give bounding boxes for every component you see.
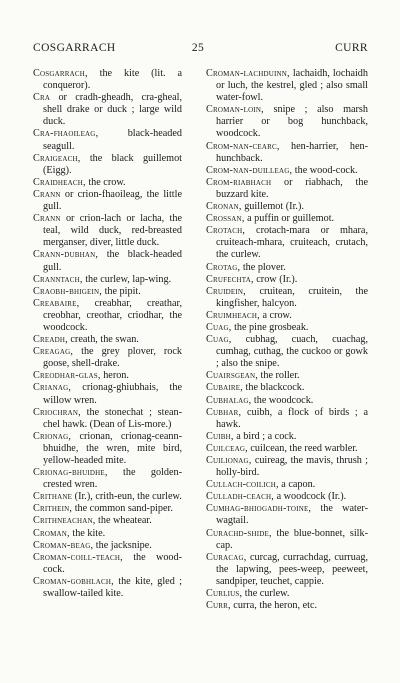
entry-headword: Crann-dubhan, xyxy=(33,249,99,261)
entry-headword: Creagag, xyxy=(33,346,74,358)
entry-headword: Crossan, xyxy=(206,213,245,225)
entry-headword: Craidheach, xyxy=(33,176,86,188)
entry-definition: the kite, gled ; swallow-tailed kite. xyxy=(43,575,182,600)
entry-definition: creath, the swan. xyxy=(67,334,139,346)
entry-headword: Culladh-ceach, xyxy=(206,491,275,503)
entry-headword: Crithane xyxy=(33,491,73,503)
dictionary-entry xyxy=(206,262,368,274)
header-last-word: CURR xyxy=(335,42,368,54)
entry-definition: crow (Ir.). xyxy=(253,273,298,285)
dictionary-entry xyxy=(33,467,182,491)
entry-definition: the blue-bonnet, silk-cap. xyxy=(216,527,368,551)
dictionary-entry xyxy=(206,528,368,552)
entry-headword: Cuag, xyxy=(206,334,232,346)
dictionary-entry xyxy=(33,177,182,189)
entry-definition: a puffin or guillemot. xyxy=(244,213,335,225)
entry-definition: the pipit. xyxy=(102,285,141,297)
entry-definition: a capon. xyxy=(278,479,316,491)
entry-headword: Croman-lachduinn, xyxy=(206,68,290,79)
dictionary-entry xyxy=(33,503,182,515)
entry-definition: the blackcock. xyxy=(243,382,305,394)
dictionary-entry xyxy=(33,540,182,552)
dictionary-entry xyxy=(206,491,368,503)
entry-headword: Crianag, xyxy=(33,382,72,394)
entry-headword: Crotach, xyxy=(206,225,246,237)
entry-headword: Cruidein, xyxy=(206,285,246,297)
entry-definition: the curlew. xyxy=(242,588,290,600)
entry-definition: the curlew, lap-wing. xyxy=(82,273,172,285)
entry-headword: Cosgarrach, xyxy=(33,68,88,79)
entry-definition: the kite. xyxy=(69,527,106,539)
page-number: 25 xyxy=(191,42,205,54)
entry-definition: lachaidh, lochaidh or luch, the kestrel, gled ; also small water-fowl. xyxy=(216,68,368,104)
entry-headword: Criochran, xyxy=(33,406,81,418)
entry-headword: Croman-beag, xyxy=(33,539,94,551)
entry-headword: Crionag-bhuidhe, xyxy=(33,467,108,479)
entry-headword: Craobh-bhigein, xyxy=(33,285,103,297)
dictionary-entry xyxy=(206,165,368,177)
entry-headword: Cuairsgean, xyxy=(206,370,258,382)
entry-headword: Crann xyxy=(33,188,61,200)
dictionary-entry xyxy=(206,395,368,407)
entry-definition: the woodcock. xyxy=(251,394,314,406)
entry-definition: or crion-lach or lacha, the teal, wild duck, red-breasted merganser, diver, little duck. xyxy=(43,213,182,249)
entry-definition: a bird ; a cock. xyxy=(233,430,297,442)
entry-headword: Curr, xyxy=(206,600,231,612)
running-header xyxy=(33,42,368,58)
entry-definition: crionag-ghiubhais, the willow wren. xyxy=(43,382,182,406)
entry-headword: Cubaire, xyxy=(206,382,243,394)
entry-definition: curcag, currachdag, curruag, the lapwing, pees-weep, peeweet, sandpiper, teuchet, cappie. xyxy=(216,551,368,587)
dictionary-entry xyxy=(33,528,182,540)
entry-definition: curra, the heron, etc. xyxy=(230,600,318,612)
entry-headword: Cubhalag, xyxy=(206,394,252,406)
entry-definition: the stonechat ; stean-chel hawk. (Dean of Lis-more.) xyxy=(43,406,182,430)
dictionary-entry xyxy=(206,68,368,104)
entry-headword: Creodhar-glas, xyxy=(33,370,101,382)
entry-headword: Cruimheach, xyxy=(206,309,260,321)
entry-definition: the wheatear. xyxy=(95,515,152,527)
entry-definition: (Ir.), crith-eun, the curlew. xyxy=(72,491,182,503)
entry-definition: creabhar, creathar, creobhar, creothar, criodhar, the woodcock. xyxy=(43,297,182,333)
entry-definition: or crion-fhaoileag, the little gull. xyxy=(43,188,182,213)
entry-definition: the golden-crested wren. xyxy=(43,467,182,491)
entry-headword: Crann xyxy=(33,213,61,225)
entry-definition: or cradh-gheadh, cra-gheal, shell drake or duck ; large wild duck. xyxy=(43,92,182,128)
dictionary-entry xyxy=(206,274,368,286)
entry-headword: Cronan, xyxy=(206,201,242,213)
entry-headword: Crithein, xyxy=(33,503,73,515)
dictionary-entry xyxy=(33,370,182,382)
entry-headword: Creadh, xyxy=(33,334,68,346)
entry-headword: Cumhag-bhiogadh-toine, xyxy=(206,503,312,515)
entry-headword: Curacag, xyxy=(206,551,247,563)
entry-headword: Cullach-coilich, xyxy=(206,479,279,491)
dictionary-entry xyxy=(206,322,368,334)
entry-definition: the water-wagtail. xyxy=(216,503,368,527)
entry-headword: Cuag, xyxy=(206,321,232,333)
entry-headword: Cuibh, xyxy=(206,430,234,442)
dictionary-entry xyxy=(33,491,182,503)
dictionary-entry xyxy=(206,201,368,213)
entry-headword: Croman, xyxy=(33,527,70,539)
entry-definition: the black-headed gull. xyxy=(43,249,182,273)
dictionary-entry xyxy=(33,189,182,213)
dictionary-entry xyxy=(33,249,182,273)
entry-definition: the roller. xyxy=(258,370,300,382)
dictionary-entry xyxy=(33,68,182,92)
dictionary-entry xyxy=(206,455,368,479)
dictionary-entry xyxy=(206,443,368,455)
entry-headword: Croman-coill-teach, xyxy=(33,551,123,563)
entry-headword: Cranntach, xyxy=(33,273,83,285)
entry-definition: the black guillemot (Eigg). xyxy=(43,152,182,176)
dictionary-entry xyxy=(206,334,368,370)
dictionary-entry xyxy=(33,552,182,576)
entry-headword: Cra-fhaoileag, xyxy=(33,128,99,140)
entry-headword: Craigeach, xyxy=(33,152,81,164)
entry-headword: Creabaire, xyxy=(33,297,80,309)
dictionary-entry xyxy=(206,600,368,612)
dictionary-entry xyxy=(206,552,368,588)
entry-headword: Crotag, xyxy=(206,261,241,273)
entry-headword: Curachd-shide, xyxy=(206,527,272,539)
dictionary-entry xyxy=(206,407,368,431)
entry-definition: hen-harrier, hen-hunchback. xyxy=(216,140,368,164)
dictionary-entry xyxy=(33,213,182,249)
entry-definition: or riabhach, the buzzard kite. xyxy=(216,176,368,200)
entry-definition: cuibh, a flock of birds ; a hawk. xyxy=(216,406,368,430)
dictionary-entry xyxy=(33,274,182,286)
entry-definition: cubhag, cuach, cuachag, cumhag, cuthag, the cuckoo or gowk ; also the snipe. xyxy=(216,334,368,370)
dictionary-entry xyxy=(206,431,368,443)
entry-definition: cuilcean, the reed warbler. xyxy=(247,442,358,454)
entry-definition: the grey plover, rock goose, shell-drake. xyxy=(43,346,182,370)
entry-definition: the crow. xyxy=(85,176,126,188)
entry-definition: crionan, crionag-ceann-bhuidhe, the wren, mite bird, yellow-headed mite. xyxy=(43,430,182,466)
right-column xyxy=(206,68,368,612)
dictionary-entry xyxy=(206,225,368,261)
entry-definition: a crow. xyxy=(259,309,292,321)
entry-definition: black-headed seagull. xyxy=(43,128,182,152)
dictionary-entry xyxy=(33,382,182,406)
entry-headword: Crom-nan-duilleag, xyxy=(206,164,293,176)
dictionary-entry xyxy=(33,334,182,346)
dictionary-entry xyxy=(33,128,182,152)
dictionary-entry xyxy=(206,213,368,225)
entry-headword: Cra xyxy=(33,92,51,104)
entry-headword: Crithneachan, xyxy=(33,515,96,527)
dictionary-entry xyxy=(33,92,182,128)
entry-definition: the kite (lit. a conqueror). xyxy=(43,68,182,92)
entry-headword: Croman-loin, xyxy=(206,104,264,116)
entry-definition: the plover. xyxy=(240,261,286,273)
entry-headword: Cuilionag, xyxy=(206,455,252,466)
dictionary-entry xyxy=(206,286,368,310)
entry-headword: Crufechta, xyxy=(206,273,254,285)
entry-headword: Crom-nan-cearc, xyxy=(206,140,280,152)
dictionary-entry xyxy=(206,370,368,382)
dictionary-entry xyxy=(206,310,368,322)
entry-headword: Croman-gobhlach, xyxy=(33,575,114,587)
entry-headword: Crom-riabhach xyxy=(206,176,272,188)
entry-definition: guillemot (Ir.). xyxy=(241,201,304,213)
entry-definition: crotach-mara or mhara, cruiteach-mhara, cruiteach, crutach, the curlew. xyxy=(216,225,368,261)
entries-body xyxy=(33,68,368,678)
dictionary-entry xyxy=(206,177,368,201)
dictionary-entry xyxy=(206,479,368,491)
dictionary-entry xyxy=(33,286,182,298)
entry-definition: heron. xyxy=(100,370,129,382)
entry-headword: Cubhar, xyxy=(206,406,242,418)
entry-headword: Curlius, xyxy=(206,588,243,600)
dictionary-entry xyxy=(206,382,368,394)
entry-headword: Cuilceag, xyxy=(206,442,248,454)
entry-definition: a woodcock (Ir.). xyxy=(274,491,347,503)
entry-definition: snipe ; also marsh harrier or bog hunchback, woodcock. xyxy=(216,104,368,140)
dictionary-entry xyxy=(206,588,368,600)
entry-headword: Crionag, xyxy=(33,430,72,442)
dictionary-entry xyxy=(206,141,368,165)
dictionary-entry xyxy=(33,515,182,527)
dictionary-entry xyxy=(33,153,182,177)
dictionary-entry xyxy=(33,576,182,600)
entry-definition: the wood-cock. xyxy=(292,164,358,176)
entry-definition: cruitean, cruitein, the kingfisher, halcyon. xyxy=(216,285,368,309)
entry-definition: the common sand-piper. xyxy=(72,503,173,515)
header-first-word: COSGARRACH xyxy=(33,42,116,54)
dictionary-entry xyxy=(33,346,182,370)
entry-definition: the wood-cock. xyxy=(43,551,182,575)
dictionary-entry xyxy=(33,407,182,431)
dictionary-entry xyxy=(33,431,182,467)
entry-definition: the pine grosbeak. xyxy=(231,321,309,333)
dictionary-entry xyxy=(206,104,368,140)
entry-definition: the jacksnipe. xyxy=(93,539,152,551)
left-column xyxy=(33,68,182,600)
entry-definition: cuireag, the mavis, thrush ; holly-bird. xyxy=(216,455,368,479)
dictionary-entry xyxy=(206,503,368,527)
dictionary-entry xyxy=(33,298,182,334)
